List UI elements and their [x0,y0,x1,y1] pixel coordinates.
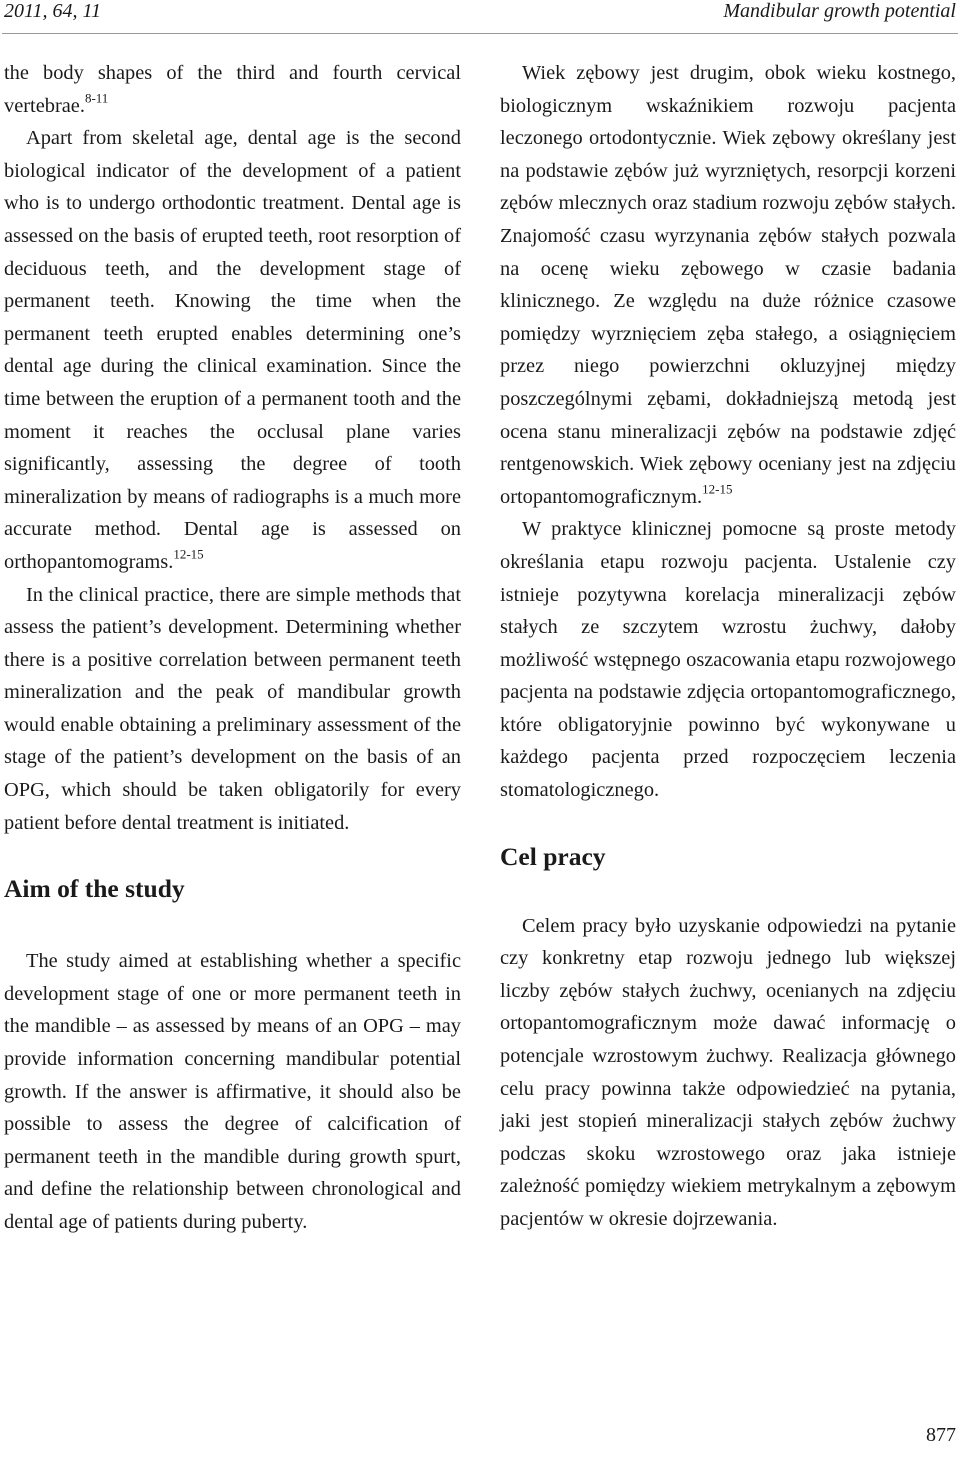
page-number: 877 [926,1424,956,1446]
paragraph: Wiek zębowy jest drugim, obok wieku kostnego, biologicznym wskaźnikiem rozwoju pacjenta leczonego ortodontycznie. Wiek zębowy określany jest na podstawie zębów już wyrzniętych, resorpcji korzeni zębów mlecznych oraz stadium rozwoju zębów stałych. Znajomość czasu wyrzynania zębów stałych pozwala na ocenę wieku zębowego w czasie badania klinicznego. Ze względu na duże różnice czasowe pomiędzy wyrznięciem zęba stałego, a osiągnięciem przez niego powierzchni okluzyjnej między poszczególnymi zębami, dokładniejszą metodą jest ocena stanu mineralizacji zębów na podstawie zdjęć rentgenowskich. Wiek zębowy oceniany jest na zdjęciu ortopantomograficznym.$^{12-15}$ [500,62,956,508]
section-heading: Cel pracy [500,841,606,871]
journal-issue: 2011, 64, 11 [4,0,102,22]
section-heading: Aim of the study [4,874,185,904]
english-column [4,57,461,1239]
running-header [0,0,960,30]
citation: 12-15 [173,546,204,562]
header-rule [2,33,958,34]
citation: 8-11 [84,89,109,105]
citation: 12-15 [702,480,733,496]
paragraph: the body shapes of the third and fourth cervical vertebrae.$^{8-11}$ [4,62,461,117]
paragraph: The study aimed at establishing whether a specific development stage of one or more permanent teeth in the mandible – as assessed by means of an OPG – may provide information concerning mandibular potential growth. If the answer is affirmative, it should also be possible to assess the degree of calcification of permanent teeth in the mandible during growth spurt, and define the relationship between chronological and dental age of patients during puberty. [4,950,461,1233]
paragraph: In the clinical practice, there are simple methods that assess the patient’s development. Determining whether there is a positive correlation between permanent teeth mineralization and the peak of mandibular growth would enable obtaining a preliminary assessment of the stage of the patient’s development on the basis of an OPG, which should be taken obligatorily for every patient before dental treatment is initiated. [4,583,461,834]
paragraph: Apart from skeletal age, dental age is the second biological indicator of the development of a patient who is to undergo orthodontic treatment. Dental age is assessed on the basis of erupted teeth, root resorption of deciduous teeth, and the development stage of permanent teeth. Knowing the time when the permanent teeth erupted enables determining one’s dental age during the clinical examination. Since the time between the eruption of a permanent tooth and the moment it reaches the occlusal plane varies significantly, assessing the degree of tooth mineralization by means of radiographs is a much more accurate method. Dental age is assessed on orthopantomograms.$^{12-15}$ [4,127,461,573]
polish-column [500,57,956,1236]
paragraph: Celem pracy było uzyskanie odpowiedzi na pytanie czy konkretny etap rozwoju jednego lub większej liczby zębów stałych żuchwy, ocenianych na zdjęciu ortopantomograficznym może dawać informację o potencjale wzrostowym żuchwy. Realizacja głównego celu pracy powinna także odpowiedzieć na pytania, jaki jest stopień mineralizacji stałych zębów żuchwy podczas skoku wzrostowego oraz jaka istnieje zależność pomiędzy wiekiem metrykalnym a zębowym pacjentów w okresie dojrzewania. [500,914,956,1230]
paragraph: W praktyce klinicznej pomocne są proste metody określania etapu rozwoju pacjenta. Ustalenie czy istnieje pozytywna korelacja mineralizacji zębów stałych ze szczytem wzrostu żuchwy, dałoby możliwość wstępnego oszacowania etapu rozwojowego pacjenta na podstawie zdjęcia ortopantomograficznego, które obligatoryjnie powinno być wykonywane u każdego pacjenta przed rozpoczęciem leczenia stomatologicznego. [500,518,956,802]
running-title: Mandibular growth potential [723,0,956,22]
